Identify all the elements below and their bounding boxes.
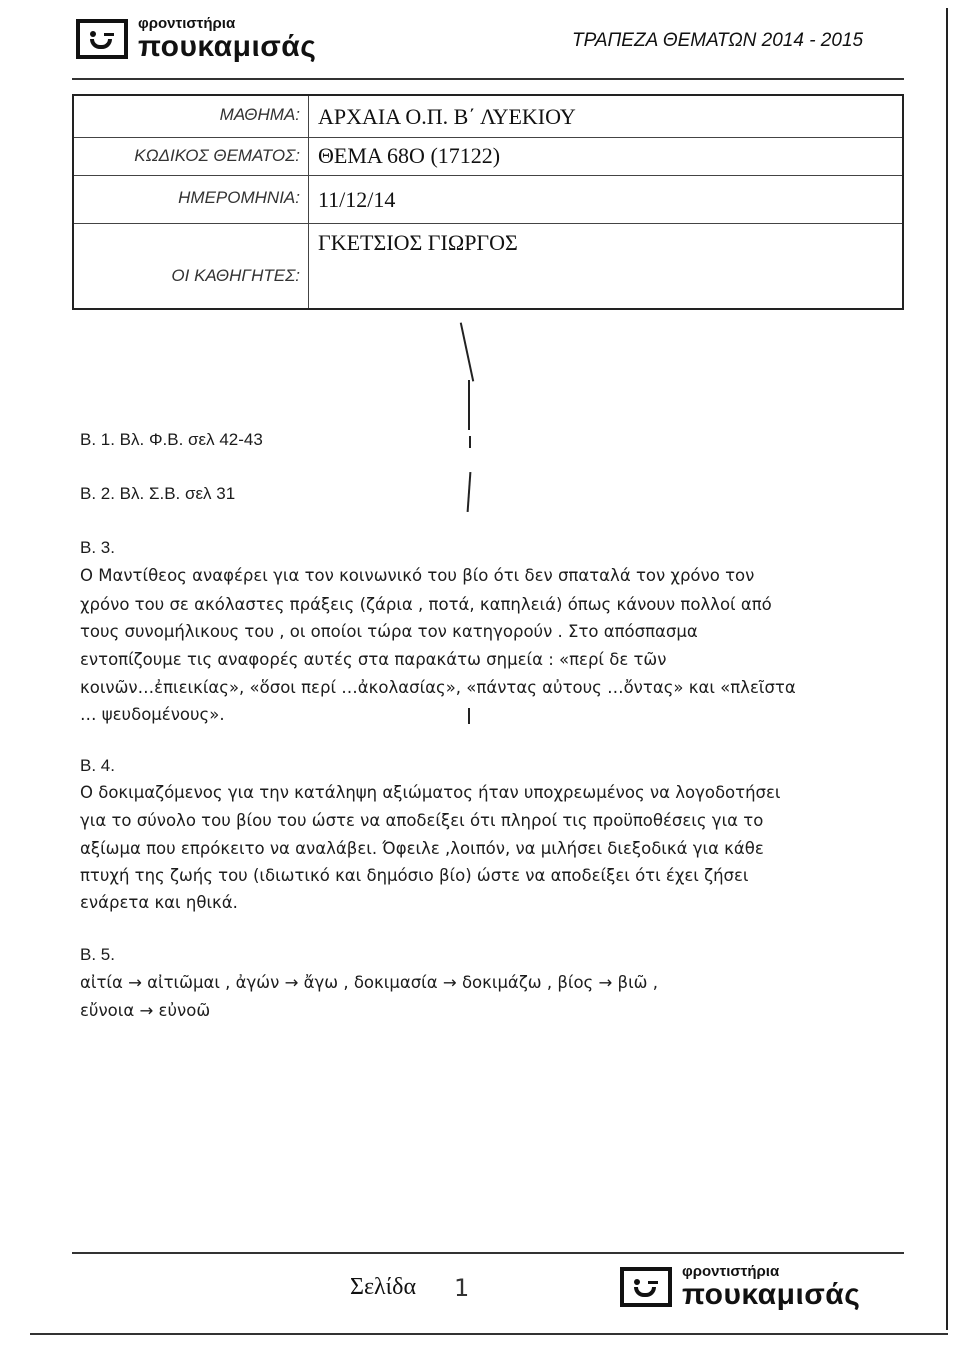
info-row-teachers [74, 224, 902, 308]
answer-b3-line: … ψευδομένους». [80, 705, 225, 724]
answer-b4-line: για το σύνολο του βίου του ώστε να αποδείξει ότι πληροί τις προϋποθέσεις για το [80, 811, 764, 830]
answer-b4-line: ενάρετα και ηθικά. [80, 893, 238, 912]
scan-border-right [946, 8, 948, 1330]
logo-mark-icon [76, 19, 128, 59]
answer-b2: Β. 2. Βλ. Σ.Β. σελ 31 [80, 484, 236, 503]
code-label: ΚΩΔΙΚΟΣ ΘΕΜΑΤΟΣ: [134, 146, 300, 165]
answer-b5-heading: Β. 5. [80, 945, 115, 964]
scribble-mark [469, 436, 471, 448]
scribble-mark [467, 472, 472, 512]
scribble-mark [460, 322, 474, 381]
info-row-code [74, 138, 902, 176]
answer-b3-line: εντοπίζουμε τις αναφορές αυτές στα παρακάτω σημεία : «περί δε τῶν [80, 650, 667, 669]
teachers-value: ΓΚΕΤΣΙΟΣ ΓΙΩΡΓΟΣ [318, 230, 518, 255]
info-table [72, 94, 904, 310]
header-divider [72, 78, 904, 80]
answer-b5-line: αἰτία → αἰτιῶμαι , ἀγών → ἄγω , δοκιμασία → δοκιμάζω , βίος → βιῶ , [80, 973, 658, 992]
answer-b5-line: εὔνοια → εὐνοῶ [80, 1001, 211, 1020]
answer-b3-heading: Β. 3. [80, 538, 115, 557]
logo-name: πουκαμισάς [682, 1278, 861, 1311]
logo-name: πουκαμισάς [138, 30, 317, 63]
date-value: 11/12/14 [318, 187, 396, 212]
teachers-label: ΟΙ ΚΑΘΗΓΗΤΕΣ: [171, 266, 300, 285]
header-title: ΤΡΑΠΕΖΑ ΘΕΜΑΤΩΝ 2014 - 2015 [572, 30, 864, 51]
page-label: Σελίδα [350, 1274, 417, 1300]
footer-logo [620, 1264, 860, 1310]
logo-tagline: φροντιστήρια [138, 15, 236, 32]
header-logo [76, 16, 316, 62]
answer-b3-line: κοινῶν…ἐπιεικίας», «ὅσοι περί …ἀκολασίας», «πάντας αὐτους …ὄντας» και «πλεῖστα [80, 678, 796, 697]
answer-b4-line: αξίωμα που επρόκειτο να αναλάβει. Όφειλε ,λοιπόν, να μιλήσει διεξοδικά για κάθε [80, 839, 764, 858]
answer-b3-line: τους συνομήλικους του , οι οποίοι τώρα τον κατηγορούν . Στο απόσπασμα [80, 622, 698, 641]
answer-b4-line: πτυχή της ζωής του (ιδιωτικό και δημόσιο βίο) ώστε να αποδείξει ότι έχει ζήσει [80, 866, 749, 885]
answer-b3-line: Ο Μαντίθεος αναφέρει για τον κοινωνικό του βίο ότι δεν σπαταλά τον χρόνο τον [80, 566, 755, 585]
answer-b1: Β. 1. Βλ. Φ.Β. σελ 42-43 [80, 430, 263, 449]
footer-divider [72, 1252, 904, 1254]
info-row-subject [74, 96, 902, 138]
logo-tagline: φροντιστήρια [682, 1263, 780, 1280]
subject-label: ΜΑΘΗΜΑ: [219, 105, 300, 124]
date-label: ΗΜΕΡΟΜΗΝΙΑ: [178, 188, 300, 207]
answer-b3-line: χρόνο του σε ακόλαστες πράξεις (ζάρια , ποτά, καπηλειά) όπως κάνουν πολλοί από [80, 595, 772, 614]
scribble-mark [468, 708, 470, 724]
scan-border-bottom [30, 1333, 948, 1335]
scribble-mark [468, 380, 470, 430]
answer-b4-heading: Β. 4. [80, 756, 115, 775]
page-number: 1 [454, 1274, 470, 1302]
answer-b4-line: Ο δοκιμαζόμενος για την κατάληψη αξιώματος ήταν υποχρεωμένος να λογοδοτήσει [80, 783, 781, 802]
info-row-date [74, 176, 902, 224]
logo-mark-icon [620, 1267, 672, 1307]
subject-value: ΑΡΧΑΙΑ Ο.Π. Β΄ ΛΥΕΚΙΟΥ [318, 104, 576, 129]
code-value: ΘΕΜΑ 68Ο (17122) [318, 143, 501, 168]
